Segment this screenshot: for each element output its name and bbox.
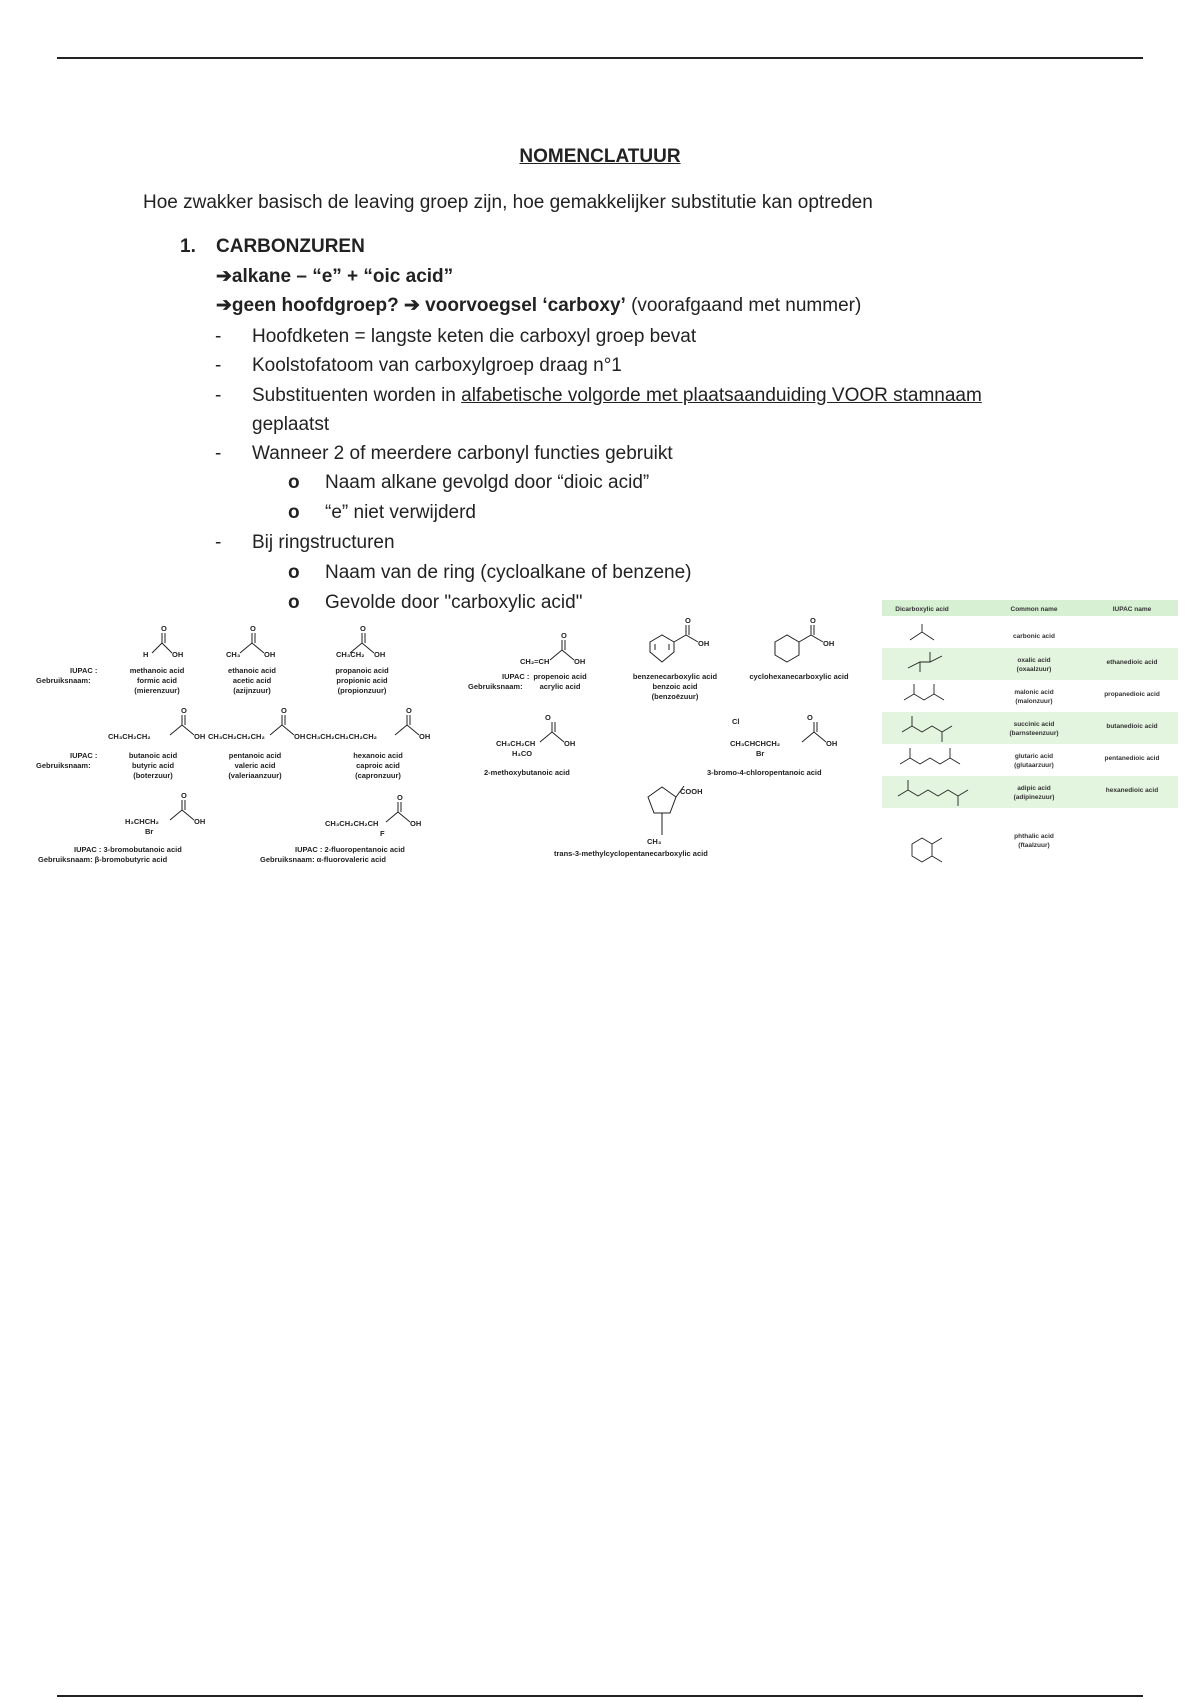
oh-label: OH [194, 817, 206, 826]
iupac-label: IUPAC : [70, 751, 98, 760]
table-cell-dutch: (barnsteenzuur) [1009, 730, 1059, 737]
oh-label: OH [410, 819, 422, 828]
name-ethanoic: ethanoic acid [228, 666, 276, 675]
figure-simple-acids [30, 625, 450, 875]
formula-propenoic: CH₂=CH [520, 657, 550, 666]
section-number: 1. [180, 236, 196, 257]
oh-label: OH [294, 732, 306, 741]
oh-label: OH [698, 639, 710, 648]
oh-label: OH [374, 650, 386, 659]
formula-ch3: CH₃ [226, 650, 241, 659]
cooh-label: COOH [680, 787, 703, 796]
oxygen-label: O [545, 713, 551, 722]
name-azijnzuur: (azijnzuur) [233, 686, 271, 695]
oh-label: OH [826, 739, 838, 748]
table-cell-iupac: pentanedioic acid [1104, 755, 1160, 762]
table-cell-common: phthalic acid [1014, 833, 1054, 840]
name-bromobutyric: Gebruiksnaam: β-bromobutyric acid [38, 855, 168, 864]
table-cell-common: succinic acid [1013, 721, 1055, 728]
dash-bullet: - [215, 532, 222, 553]
name-butyric: butyric acid [131, 761, 175, 770]
name-formic: formic acid [136, 676, 178, 685]
table-cell-iupac: propanedioic acid [1104, 691, 1160, 698]
oxygen-label: O [406, 706, 412, 715]
name-acetic: acetic acid [232, 676, 272, 685]
name-pentanoic: pentanoic acid [228, 751, 282, 760]
oh-label: OH [823, 639, 835, 648]
name-boterzuur: (boterzuur) [133, 771, 173, 780]
table-cell-common: carbonic acid [1013, 633, 1055, 640]
bullet-substituenten [252, 385, 982, 407]
oh-label: OH [172, 650, 184, 659]
formula-h: H [143, 650, 149, 659]
oxygen-label: O [181, 791, 187, 800]
name-hexanoic: hexanoic acid [353, 751, 403, 760]
name-butanoic: butanoic acid [128, 751, 178, 760]
rule-line-2-bold: ➔geen hoofdgroep? ➔ voorvoegsel ‘carboxy’ [216, 295, 626, 316]
iupac-label: IUPAC : [70, 666, 98, 675]
oxygen-label: O [807, 713, 813, 722]
common-label: Gebruiksnaam: [36, 676, 91, 685]
oxygen-label: O [281, 706, 287, 715]
chlorine-label: Cl [732, 717, 740, 726]
bullet-koolstofatoom: Koolstofatoom van carboxylgroep draag n°1 [252, 355, 622, 376]
dash-bullet: - [215, 355, 222, 376]
sub-bullet-carboxylic: Gevolde door "carboxylic acid" [325, 592, 583, 613]
footer-rule [57, 1695, 1143, 1697]
table-dicarboxylic-acids [882, 600, 1178, 860]
name-propionic: propionic acid [336, 676, 388, 685]
circle-bullet: o [288, 592, 300, 613]
table-header: Common name [1010, 606, 1058, 613]
table-cell-common: malonic acid [1014, 689, 1054, 696]
methyl-label: CH₃ [647, 837, 662, 846]
rule-line-2 [216, 291, 861, 320]
rule-line-1: ➔alkane – “e” + “oic acid” [216, 266, 454, 287]
name-cyclohexanecarboxylic: cyclohexanecarboxylic acid [749, 672, 849, 681]
table-cell-common: glutaric acid [1014, 753, 1054, 760]
table-header: IUPAC name [1112, 606, 1152, 613]
methoxy-label: H₃CO [512, 749, 533, 758]
sub-bullet-e: “e” niet verwijderd [325, 502, 476, 523]
intro-text: Hoe zwakker basisch de leaving groep zijn, hoe gemakkelijker substitutie kan optreden [143, 192, 873, 213]
table-cell-dutch: (glutaarzuur) [1014, 762, 1054, 769]
name-propanoic: propanoic acid [335, 666, 389, 675]
oxygen-label: O [360, 624, 366, 633]
rule-line-2-plain: (voorafgaand met nummer) [625, 295, 862, 316]
oxygen-label: O [397, 793, 403, 802]
formula-pentanoic: CH₃CH₂CH₂CH₂ [208, 732, 265, 741]
oxygen-label: O [181, 706, 187, 715]
dash-bullet: - [215, 385, 222, 406]
common-label: Gebruiksnaam: [36, 761, 91, 770]
oh-label: OH [264, 650, 276, 659]
table-cell-iupac: ethanedioic acid [1106, 659, 1158, 666]
bullet-substituenten-pre: Substituenten worden in [252, 385, 462, 406]
table-header: Dicarboxylic acid [895, 606, 949, 613]
formula-methoxybutanoic: CH₃CH₂CH [496, 739, 536, 748]
oxygen-label: O [685, 616, 691, 625]
name-caproic: caproic acid [356, 761, 400, 770]
oh-label: OH [564, 739, 576, 748]
dash-bullet: - [215, 443, 222, 464]
name-benzenecarboxylic: benzenecarboxylic acid [632, 672, 718, 681]
table-cell-common: adipic acid [1017, 785, 1051, 792]
sub-bullet-dioic: Naam alkane gevolgd door “dioic acid” [325, 472, 650, 493]
name-fluoropentanoic: IUPAC : 2-fluoropentanoic acid [295, 845, 405, 854]
oh-label: OH [194, 732, 206, 741]
name-benzoic: benzoic acid [652, 682, 698, 691]
table-cell-dutch: (adipinezuur) [1013, 794, 1055, 801]
name-mierenzuur: (mierenzuur) [134, 686, 180, 695]
dash-bullet: - [215, 326, 222, 347]
bullet-substituenten-cont: geplaatst [252, 414, 330, 435]
circle-bullet: o [288, 502, 300, 523]
name-capronzuur: (capronzuur) [355, 771, 401, 780]
common-label: Gebruiksnaam: [468, 682, 523, 691]
iupac-label: IUPAC : [502, 672, 530, 681]
bullet-substituenten-underlined: alfabetische volgorde met plaatsaanduiding VOOR stamnaam [461, 385, 982, 406]
section-heading: CARBONZUREN [216, 236, 365, 257]
figure-substituted-acids [462, 616, 872, 872]
oh-label: OH [419, 732, 431, 741]
formula-bromobutanoic: H₃CHCH₂ [125, 817, 159, 826]
name-propionzuur: (propionzuur) [337, 686, 387, 695]
oxygen-label: O [561, 631, 567, 640]
oxygen-label: O [810, 616, 816, 625]
fluorine-label: F [380, 829, 385, 838]
name-methoxybutanoic: 2-methoxybutanoic acid [484, 768, 570, 777]
circle-bullet: o [288, 472, 300, 493]
name-propenoic: propenoic acid [533, 672, 587, 681]
bromine-label: Br [145, 827, 154, 836]
formula-hexanoic: CH₃CH₂CH₂CH₂CH₂ [306, 732, 377, 741]
name-bromobutanoic: IUPAC : 3-bromobutanoic acid [74, 845, 182, 854]
oxygen-label: O [250, 624, 256, 633]
table-cell-dutch: (ftaalzuur) [1018, 842, 1050, 849]
bullet-hoofdketen: Hoofdketen = langste keten die carboxyl groep bevat [252, 326, 697, 347]
header-rule [57, 57, 1143, 59]
sub-bullet-ring-name: Naam van de ring (cycloalkane of benzene) [325, 562, 692, 583]
circle-bullet: o [288, 562, 300, 583]
name-fluorovaleric: Gebruiksnaam: α-fluorovaleric acid [260, 855, 386, 864]
page-title: NOMENCLATUUR [519, 146, 681, 167]
name-valeriaanzuur: (valeriaanzuur) [228, 771, 282, 780]
table-cell-dutch: (malonzuur) [1015, 698, 1053, 705]
table-cell-common: oxalic acid [1017, 657, 1051, 664]
formula-butanoic: CH₃CH₂CH₂ [108, 732, 151, 741]
table-cell-dutch: (oxaalzuur) [1016, 666, 1052, 673]
formula-fluoropentanoic: CH₃CH₂CH₂CH [325, 819, 379, 828]
table-cell-iupac: hexanedioic acid [1105, 787, 1159, 794]
table-cell-iupac: butanedioic acid [1106, 723, 1158, 730]
oh-label: OH [574, 657, 586, 666]
name-bromochloropentanoic: 3-bromo-4-chloropentanoic acid [707, 768, 822, 777]
name-benzoezuur: (benzoëzuur) [651, 692, 699, 701]
bromine-label: Br [756, 749, 765, 758]
name-acrylic: acrylic acid [539, 682, 581, 691]
bullet-carbonyl: Wanneer 2 of meerdere carbonyl functies gebruikt [252, 443, 673, 464]
name-methanoic: methanoic acid [129, 666, 185, 675]
name-methylcyclopentanecarboxylic: trans-3-methylcyclopentanecarboxylic acid [554, 849, 708, 858]
bullet-ring: Bij ringstructuren [252, 532, 395, 553]
formula-ch3ch2: CH₃CH₂ [336, 650, 365, 659]
oxygen-label: O [161, 624, 167, 633]
formula-bromochloropentanoic: CH₃CHCHCH₂ [730, 739, 781, 748]
name-valeric: valeric acid [234, 761, 276, 770]
